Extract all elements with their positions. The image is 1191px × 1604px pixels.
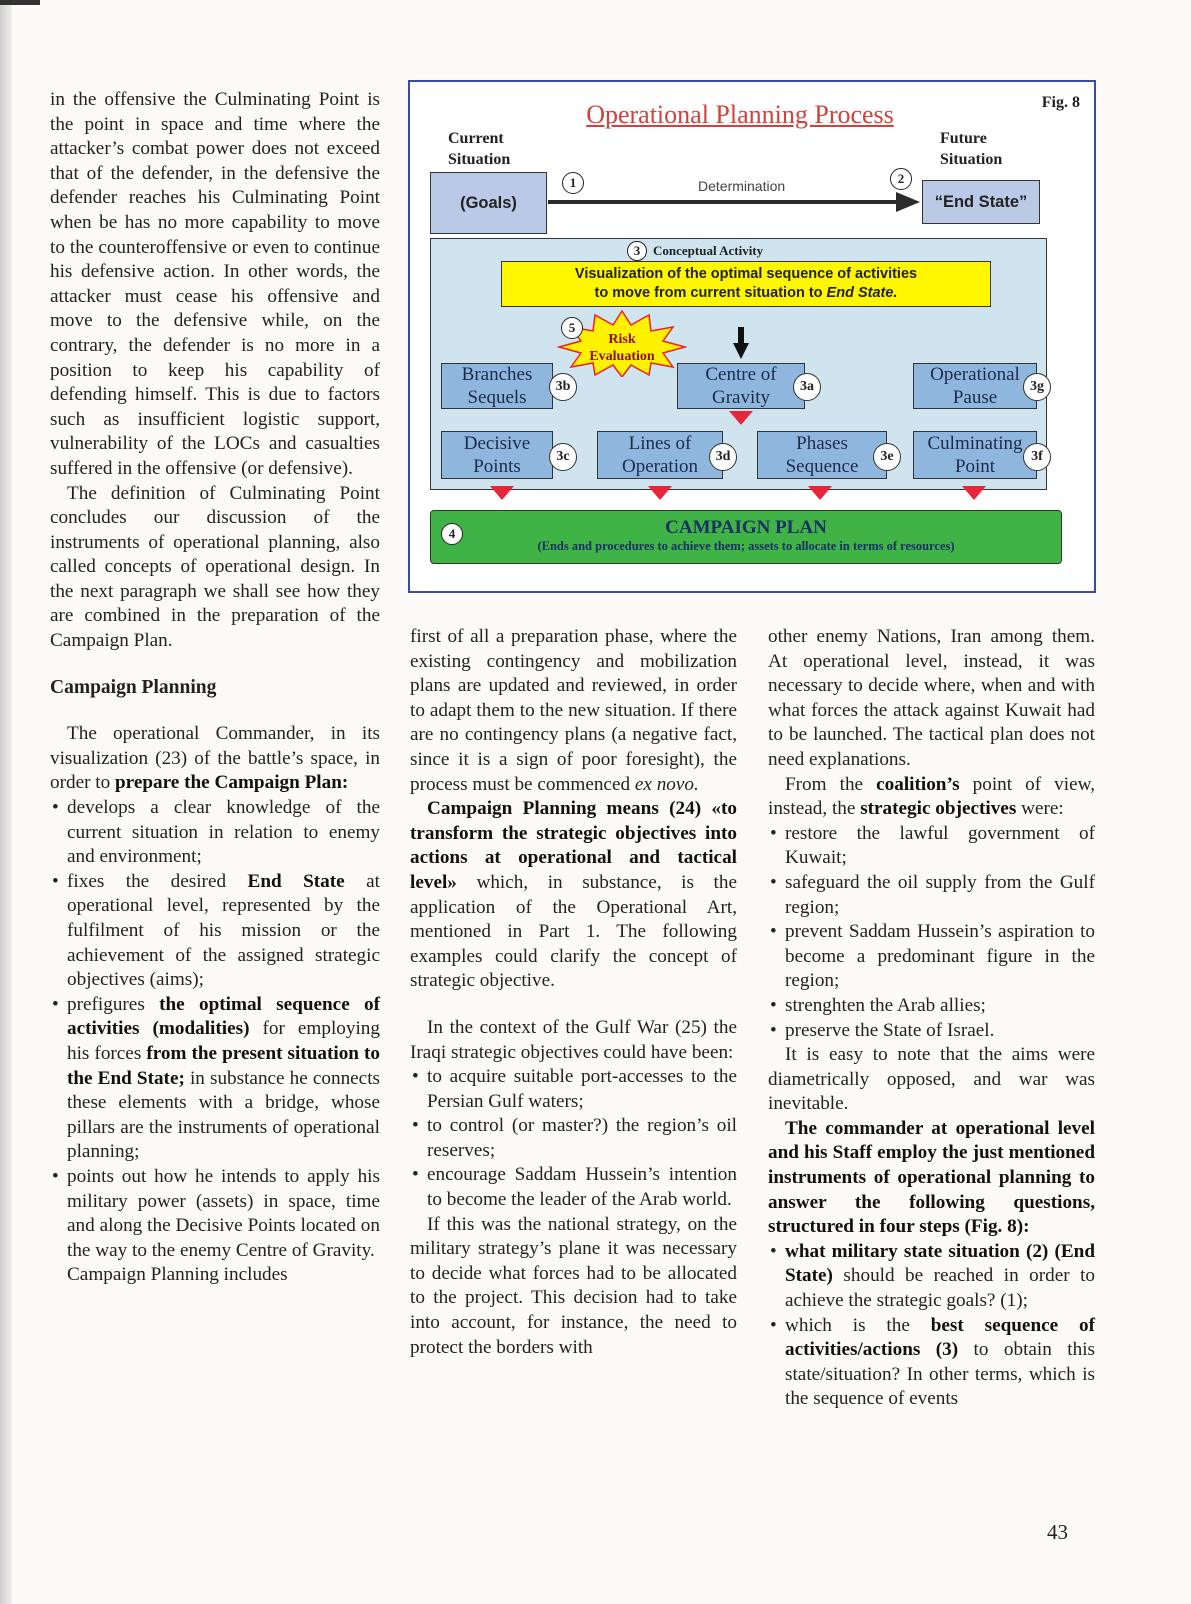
- list-item: • safeguard the oil supply from the Gulf region;: [768, 871, 1095, 920]
- campaign-plan-title: CAMPAIGN PLAN: [665, 517, 827, 538]
- figure-operational-planning-process: [408, 80, 1096, 593]
- page-number: 43: [1047, 1520, 1068, 1544]
- scan-corner-mark: [0, 0, 40, 5]
- text-column-2: [410, 625, 737, 1360]
- concept-tag: 3f: [1023, 443, 1051, 471]
- down-triangle-icon: [808, 486, 832, 500]
- text-column-1: [50, 88, 380, 1288]
- decisive-points-box: Decisive Points: [441, 431, 553, 479]
- down-triangle-icon: [490, 486, 514, 500]
- list-item: • develops a clear knowledge of the current situation in relation to enemy and environment;: [50, 796, 380, 870]
- campaign-plan-box: [430, 510, 1062, 564]
- concept-tag: 3c: [549, 443, 577, 471]
- future-situation-label: Future Situation: [940, 130, 1003, 168]
- paragraph: It is easy to note that the aims were diametrically opposed, and war was inevitable.: [768, 1044, 1095, 1115]
- conceptual-activity-label: Conceptual Activity: [653, 243, 764, 258]
- down-triangle-icon: [729, 411, 753, 425]
- step-marker: 3: [627, 241, 647, 261]
- list-item: • which is the best sequence of activities/actions (3) to obtain this state/situation? In other terms, which is the sequence of events: [768, 1314, 1095, 1412]
- concept-tag: 3a: [793, 373, 821, 401]
- concept-tag: 3g: [1023, 373, 1051, 401]
- bullet-list: [768, 1240, 1095, 1412]
- step-marker: 1: [562, 172, 584, 194]
- concept-tag: 3e: [873, 443, 901, 471]
- list-item: • fixes the desired End State at operational level, represented by the fulfilment of his mission or the achievement of the assigned strategic objectives (aims);: [50, 870, 380, 993]
- scan-edge-shade: [0, 0, 12, 1604]
- list-item: • encourage Saddam Hussein’s intention to become the leader of the Arab world.: [410, 1163, 737, 1212]
- step-marker: 5: [561, 317, 583, 339]
- campaign-plan-subtitle: (Ends and procedures to achieve them; assets to allocate in terms of resources): [537, 539, 955, 553]
- list-item: • preserve the State of Israel.: [768, 1019, 1095, 1044]
- determination-label: Determination: [698, 178, 786, 194]
- list-item: • prevent Saddam Hussein’s aspiration to become a predominant figure in the region;: [768, 920, 1095, 994]
- section-heading: Campaign Planning: [50, 676, 217, 698]
- determination-arrow: [548, 200, 900, 204]
- phases-sequence-box: Phases Sequence: [757, 431, 887, 479]
- paragraph: From the coalition’s point of view, instead, the strategic objectives were:: [768, 773, 1095, 820]
- paragraph: Campaign Planning includes: [67, 1264, 288, 1286]
- paragraph: other enemy Nations, Iran among them. At operational level, instead, it was necessary to decide where, when and with what forces the attack against Kuwait had to be launched. The tactical plan does not need explanations.: [768, 626, 1095, 770]
- down-triangle-icon: [648, 486, 672, 500]
- bullet-list: [768, 822, 1095, 1043]
- visualization-box: Visualization of the optimal sequence of activities to move from current situation to End State.: [501, 261, 991, 307]
- culminating-point-box: Culminating Point: [913, 431, 1037, 479]
- step-marker: 2: [890, 168, 912, 190]
- concept-tag: 3b: [549, 373, 577, 401]
- concept-tag: 3d: [709, 443, 737, 471]
- risk-evaluation-label: Risk Evaluation: [589, 332, 655, 364]
- centre-of-gravity-box: Centre of Gravity: [677, 363, 805, 409]
- list-item: • strenghten the Arab allies;: [768, 994, 1095, 1019]
- branches-sequels-box: Branches Sequels: [441, 363, 553, 409]
- lines-of-operation-box: Lines of Operation: [597, 431, 723, 479]
- goals-box: (Goals): [430, 172, 547, 234]
- operational-pause-box: Operational Pause: [913, 363, 1037, 409]
- figure-title: Operational Planning Process: [586, 100, 894, 129]
- arrow-head-icon: [896, 192, 920, 212]
- list-item: • prefigures the optimal sequence of activities (modalities) for employing his forces from the present situation to the End State; in substance he connects these elements with a bridge, whose pillars are the instruments of operational planning;: [50, 993, 380, 1165]
- text-column-3: [768, 625, 1095, 1412]
- bullet-list: [50, 796, 380, 1263]
- down-arrow-icon: [733, 327, 749, 359]
- paragraph: If this was the national strategy, on the military strategy’s plane it was necessary to decide what forces had to be allocated to the project. This decision had to take into account, for instance, the need to protect the borders with: [410, 1213, 737, 1358]
- bullet-list: [410, 1065, 737, 1213]
- conceptual-activity-panel: [430, 238, 1047, 490]
- paragraph: The definition of Culminating Point concludes our discussion of the instruments of operational planning, also called concepts of operational design. In the next paragraph we shall see how they are combined in the preparation of the Campaign Plan.: [50, 482, 380, 652]
- paragraph: in the offensive the Culminating Point is the point in space and time where the attacker’s combat power does not exceed that of the defender, in the defensive the defender reaches his Culminating Point when be has no more capability to move to the counteroffensive or even to continue his defensive action. In other words, the attacker must cease his offensive and move to the defensive while, on the contrary, the defender is no more in a position to keep his capability of defending himself. This is due to factors such as insufficient logistic support, vulnerability of the LOCs and casualties suffered in the offensive (or defensive).: [50, 89, 380, 479]
- figure-number: Fig. 8: [1041, 94, 1080, 111]
- paragraph: first of all a preparation phase, where the existing contingency and mobilization plans are updated and reviewed, in order to adapt them to the new situation. If there are no contingency plans (a negative fact, since it is a sign of poor foresight), the process must be commenced ex novo.: [410, 626, 737, 795]
- paragraph: The commander at operational level and his Staff employ the just mentioned instruments of operational planning to answer the following questions, structured in four steps (Fig. 8):: [768, 1117, 1095, 1238]
- list-item: • to control (or master?) the region’s oil reserves;: [410, 1114, 737, 1163]
- paragraph: Campaign Planning means (24) «to transform the strategic objectives into actions at operational and tactical level» which, in substance, is the application of the Operational Art, mentioned in Part 1. The following examples could clarify the concept of strategic objective.: [410, 798, 737, 992]
- list-item: • points out how he intends to apply his military power (assets) in space, time and along the Decisive Points located on the way to the enemy Centre of Gravity.: [50, 1165, 380, 1263]
- paragraph: In the context of the Gulf War (25) the Iraqi strategic objectives could have been:: [410, 1016, 737, 1063]
- list-item: • restore the lawful government of Kuwait;: [768, 822, 1095, 871]
- down-triangle-icon: [962, 486, 986, 500]
- current-situation-label: Current Situation: [448, 130, 511, 168]
- step-marker: 4: [441, 523, 463, 545]
- list-item: • to acquire suitable port-accesses to the Persian Gulf waters;: [410, 1065, 737, 1114]
- list-item: • what military state situation (2) (End State) should be reached in order to achieve the strategic goals? (1);: [768, 1240, 1095, 1314]
- end-state-box: “End State”: [922, 180, 1040, 224]
- paragraph: The operational Commander, in its visualization (23) of the battle’s space, in order to prepare the Campaign Plan:: [50, 723, 380, 794]
